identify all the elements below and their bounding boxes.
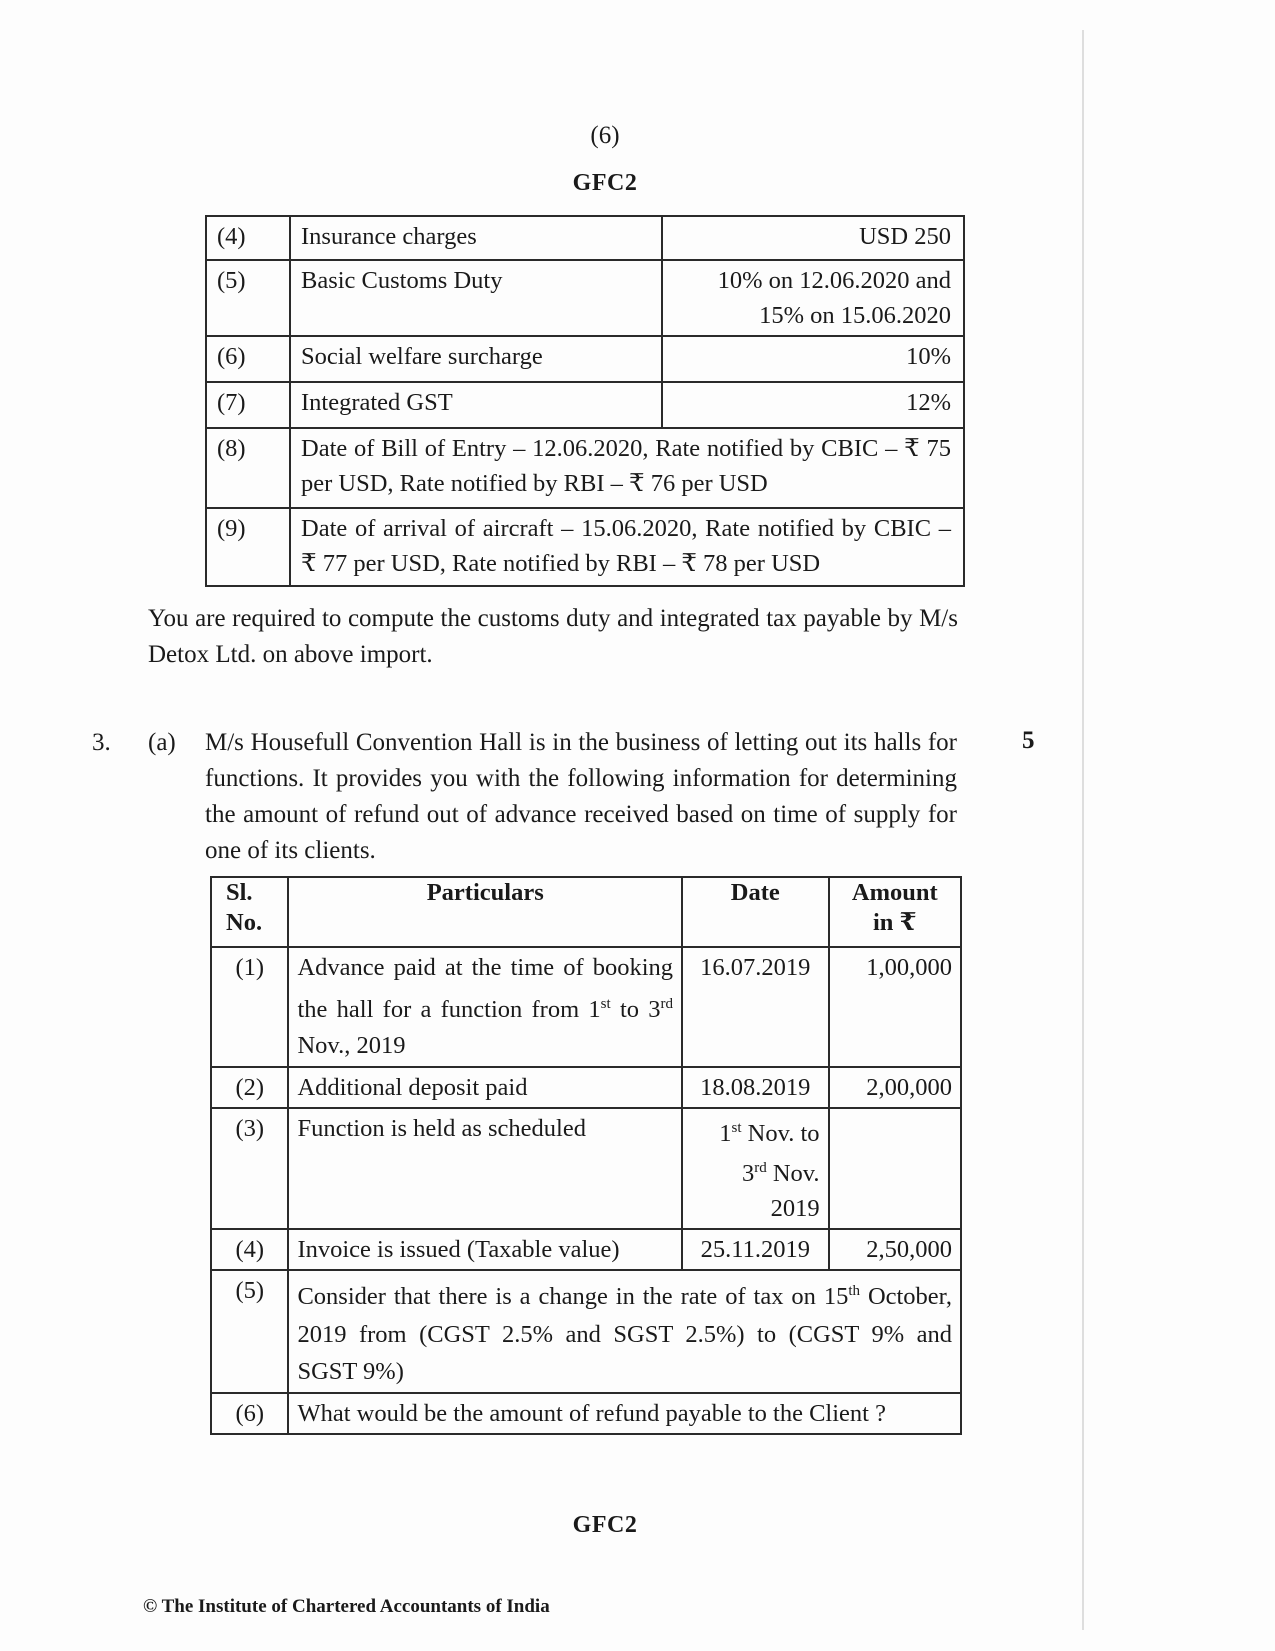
question-text: M/s Housefull Convention Hall is in the business of letting out its halls for functions. It provides you with the following information for determining the amount of refund out of advance received based on time of supply for one of its clients. — [205, 729, 957, 864]
row-date: 1st Nov. to 3rd Nov. 2019 — [682, 1108, 829, 1229]
paper-code-bottom: GFC2 — [572, 1512, 638, 1538]
row-date: 16.07.2019 — [682, 947, 829, 1067]
row-text: What would be the amount of refund payable to the Client ? — [288, 1393, 961, 1434]
row-particular: Insurance charges — [290, 216, 662, 260]
table-row — [211, 1108, 961, 1229]
row-particular: Basic Customs Duty — [290, 260, 662, 336]
row-number: (7) — [206, 382, 290, 428]
row-particular: Social welfare surcharge — [290, 336, 662, 382]
row-number: (5) — [206, 260, 290, 336]
row-amount: 2,50,000 — [829, 1229, 961, 1270]
row-text: Date of arrival of aircraft – 15.06.2020, Rate notified by CBIC – ₹ 77 per USD, Rate notified by RBI – ₹ 78 per USD — [290, 508, 964, 586]
row-number: (6) — [206, 336, 290, 382]
row-amount — [829, 1108, 961, 1229]
table-row — [206, 260, 964, 336]
table-row — [206, 216, 964, 260]
row-number: (3) — [211, 1108, 288, 1229]
paper-code-top: GFC2 — [572, 170, 638, 196]
question-number: 3. — [92, 729, 111, 756]
row-value: USD 250 — [662, 216, 964, 260]
row-particulars: Advance paid at the time of booking the hall for a function from 1st to 3rd Nov., 2019 — [288, 947, 682, 1067]
table-row — [206, 428, 964, 508]
row-number: (6) — [211, 1393, 288, 1434]
table-row — [206, 336, 964, 382]
row-date: 18.08.2019 — [682, 1067, 829, 1108]
row-number: (4) — [211, 1229, 288, 1270]
row-number: (8) — [206, 428, 290, 508]
page-edge-line — [1082, 30, 1084, 1630]
row-amount: 1,00,000 — [829, 947, 961, 1067]
header-particulars: Particulars — [288, 877, 682, 947]
header-amount: Amount in ₹ — [829, 877, 961, 947]
row-number: (9) — [206, 508, 290, 586]
table-row — [211, 1229, 961, 1270]
table-row — [211, 1067, 961, 1108]
row-text: Consider that there is a change in the rate of tax on 15th October, 2019 from (CGST 2.5% and SGST 2.5%) to (CGST 9% and SGST 9%) — [288, 1270, 961, 1392]
import-details-table — [205, 215, 965, 587]
row-number: (5) — [211, 1270, 288, 1392]
question-part: (a) — [148, 729, 176, 756]
table-row — [211, 947, 961, 1067]
row-particular: Integrated GST — [290, 382, 662, 428]
row-date: 25.11.2019 — [682, 1229, 829, 1270]
refund-table — [210, 876, 962, 1435]
header-date: Date — [682, 877, 829, 947]
question-marks: 5 — [1022, 727, 1035, 754]
table-row — [206, 382, 964, 428]
table-row — [211, 1270, 961, 1392]
page-number: (6) — [590, 122, 620, 149]
row-number: (1) — [211, 947, 288, 1067]
row-value-text: 10% on 12.06.2020 and 15% on 15.06.2020 — [717, 267, 951, 329]
row-particulars: Additional deposit paid — [288, 1067, 682, 1108]
table-row — [211, 1393, 961, 1434]
header-sl-no: Sl. No. — [211, 877, 288, 947]
row-amount: 2,00,000 — [829, 1067, 961, 1108]
requirement-text: You are required to compute the customs duty and integrated tax payable by M/s Detox Ltd. on above import. — [148, 605, 958, 668]
row-text: Date of Bill of Entry – 12.06.2020, Rate notified by CBIC – ₹ 75 per USD, Rate notified by RBI – ₹ 76 per USD — [290, 428, 964, 508]
footer-copyright: © The Institute of Chartered Accountants of India — [143, 1596, 550, 1617]
row-value — [662, 260, 964, 336]
row-number: (4) — [206, 216, 290, 260]
row-value: 12% — [662, 382, 964, 428]
row-number: (2) — [211, 1067, 288, 1108]
row-value: 10% — [662, 336, 964, 382]
table-header-row — [211, 877, 961, 947]
row-particulars: Invoice is issued (Taxable value) — [288, 1229, 682, 1270]
table-row — [206, 508, 964, 586]
row-particulars: Function is held as scheduled — [288, 1108, 682, 1229]
